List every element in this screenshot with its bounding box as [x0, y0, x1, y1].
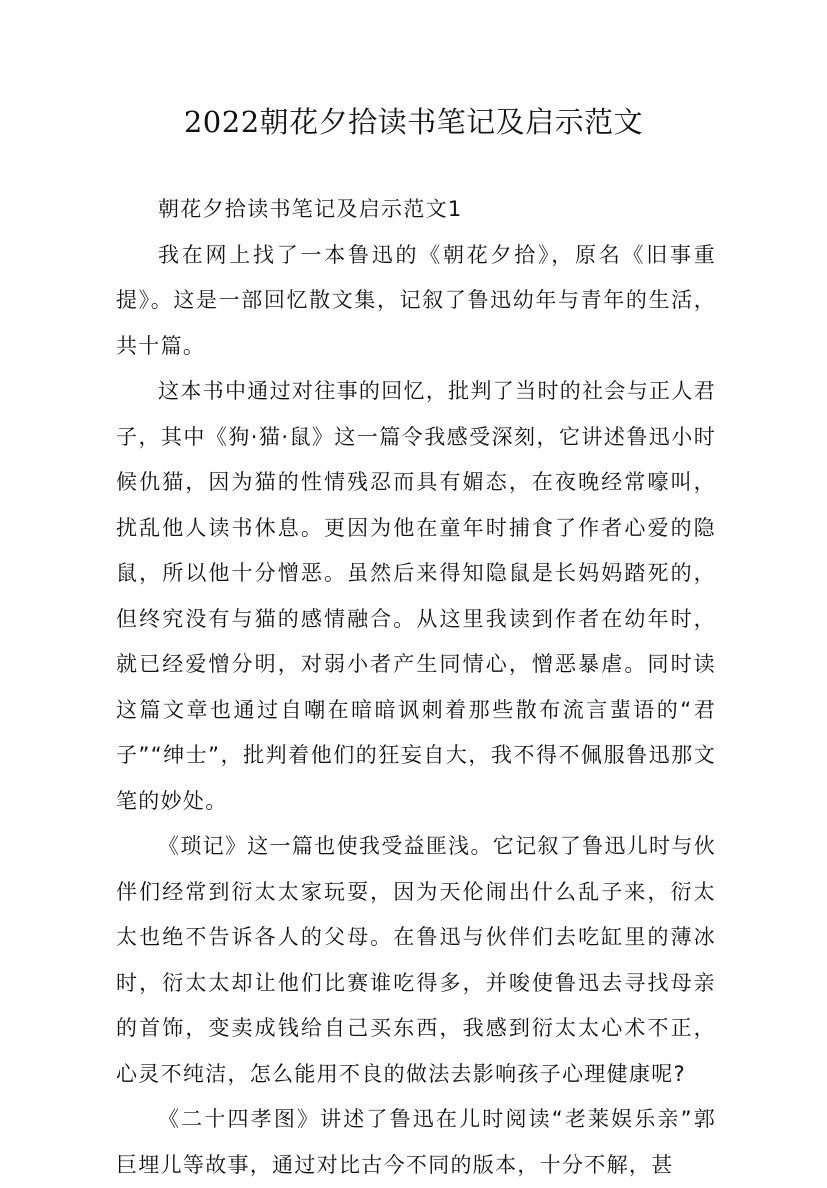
subtitle-paragraph: 朝花夕拾读书笔记及启示范文1 — [158, 197, 463, 221]
body-paragraph: 《琐记》这一篇也使我受益匪浅。它记叙了鲁迅儿时与伙伴们经常到衍太太家玩耍，因为天伦闹出什么乱子来，衍太太也绝不告诉各人的父母。在鲁迅与伙伴们去吃缸里的薄冰时，衍太太却让他们比赛谁吃得多，并唆使鲁迅去寻找母亲的首饰，变卖成钱给自己买东西，我感到衍太太心术不正，心灵不纯洁，怎么能用不良的做法去影响孩子心理健康呢? — [116, 834, 716, 1086]
document-body — [116, 187, 716, 1188]
document-title: 2022朝花夕拾读书笔记及启示范文 — [183, 105, 644, 139]
body-paragraph: 《二十四孝图》讲述了鲁迅在儿时阅读“老莱娱乐亲”郭巨埋儿等故事，通过对比古今不同的版本，十分不解，甚 — [116, 1107, 716, 1177]
body-paragraph: 这本书中通过对往事的回忆，批判了当时的社会与正人君子，其中《狗·猫·鼠》这一篇令我感受深刻，它讲述鲁迅小时候仇猫，因为猫的性情残忍而具有媚态，在夜晚经常嚎叫，扰乱他人读书休息。更因为他在童年时捕食了作者心爱的隐鼠，所以他十分憎恶。虽然后来得知隐鼠是长妈妈踏死的，但终究没有与猫的感情融合。从这里我读到作者在幼年时，就已经爱憎分明，对弱小者产生同情心，憎恶暴虐。同时读这篇文章也通过自嘲在暗暗讽刺着那些散布流言蜚语的“君子”“绅士”，批判着他们的狂妄自大，我不得不佩服鲁迅那文笔的妙处。 — [116, 379, 716, 813]
body-paragraph: 我在网上找了一本鲁迅的《朝花夕拾》，原名《旧事重提》。这是一部回忆散文集，记叙了鲁迅幼年与青年的生活，共十篇。 — [116, 242, 716, 358]
